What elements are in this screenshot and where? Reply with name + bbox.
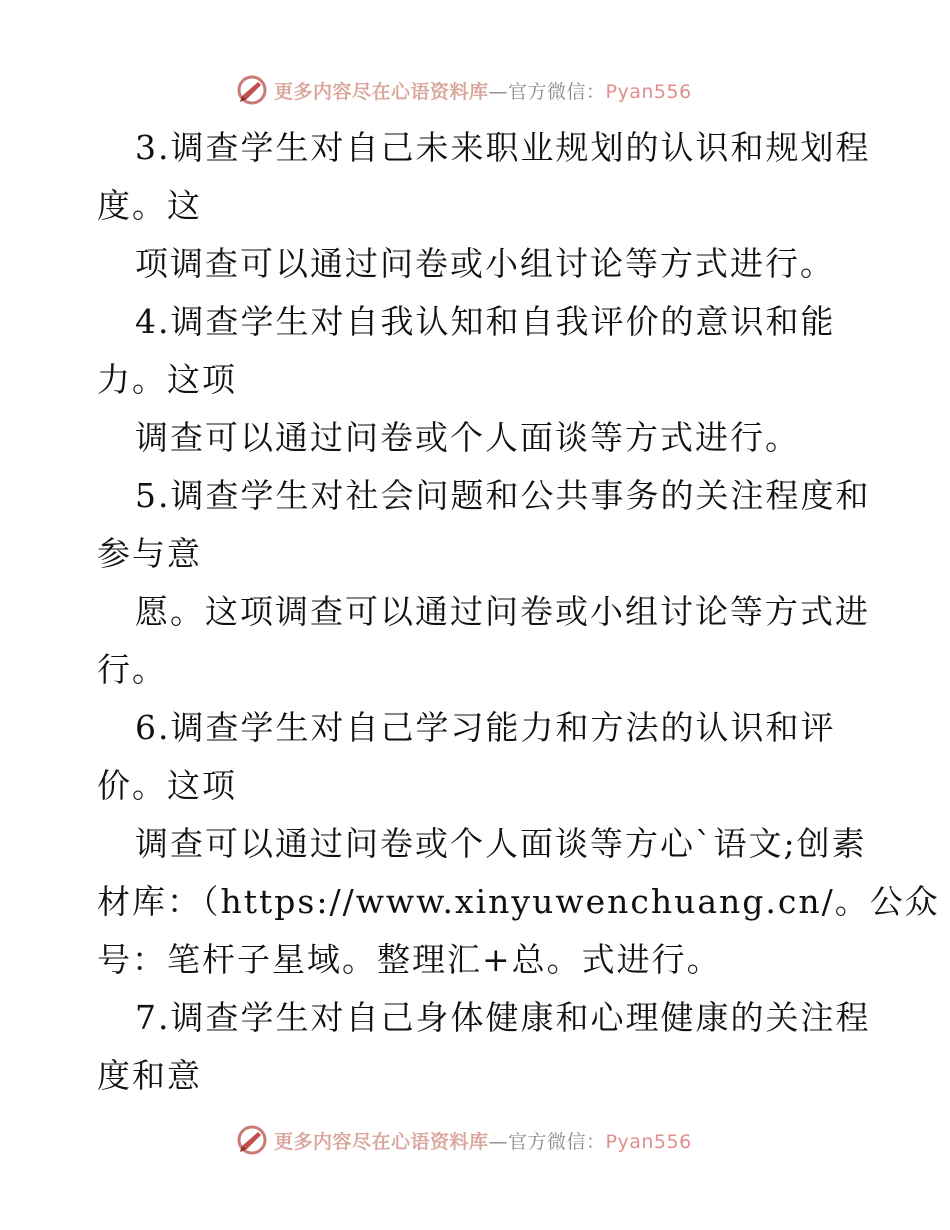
text-line: 行。: [97, 650, 167, 689]
text-line: 号：笔杆子星域。整理汇+总。式进行。: [97, 940, 722, 979]
text-line: 3.调查学生对自己未来职业规划的认识和规划程: [135, 128, 871, 167]
text-line: 价。这项: [97, 766, 237, 805]
text-line: 度。这: [97, 186, 202, 225]
header-brand: 更多内容尽在心语资料库: [274, 80, 489, 103]
text-line: 调查可以通过问卷或个人面谈等方式进行。: [135, 418, 800, 457]
text-line: 材库：（https://www.xinyuwenchuang.cn/。公众: [97, 882, 940, 921]
document-body: [97, 119, 940, 1105]
footer-banner-text: [274, 1127, 692, 1154]
header-wechat-id: Pyan556: [605, 80, 692, 103]
text-line: 4.调查学生对自我认知和自我评价的意识和能: [135, 302, 836, 341]
text-line: 7.调查学生对自己身体健康和心理健康的关注程: [135, 998, 871, 1037]
footer-wechat-id: Pyan556: [605, 1130, 692, 1153]
footer-official-label: —官方微信：: [488, 1130, 606, 1153]
header-official-label: —官方微信：: [488, 80, 606, 103]
header-banner-text: [274, 77, 692, 104]
pen-logo-icon: [236, 1124, 268, 1156]
header-banner: [236, 73, 692, 107]
text-line: 6.调查学生对自己学习能力和方法的认识和评: [135, 708, 836, 747]
text-line: 项调查可以通过问卷或小组讨论等方式进行。: [135, 244, 835, 283]
text-line: 5.调查学生对社会问题和公共事务的关注程度和: [135, 476, 871, 515]
pen-logo-icon: [236, 74, 268, 106]
text-line: 愿。这项调查可以通过问卷或小组讨论等方式进: [135, 592, 870, 631]
footer-banner: [236, 1123, 692, 1157]
text-line: 度和意: [97, 1056, 202, 1095]
text-line: 调查可以通过问卷或个人面谈等方心`语文;创素: [135, 824, 867, 863]
text-line: 参与意: [97, 534, 202, 573]
text-line: 力。这项: [97, 360, 237, 399]
footer-brand: 更多内容尽在心语资料库: [274, 1130, 489, 1153]
